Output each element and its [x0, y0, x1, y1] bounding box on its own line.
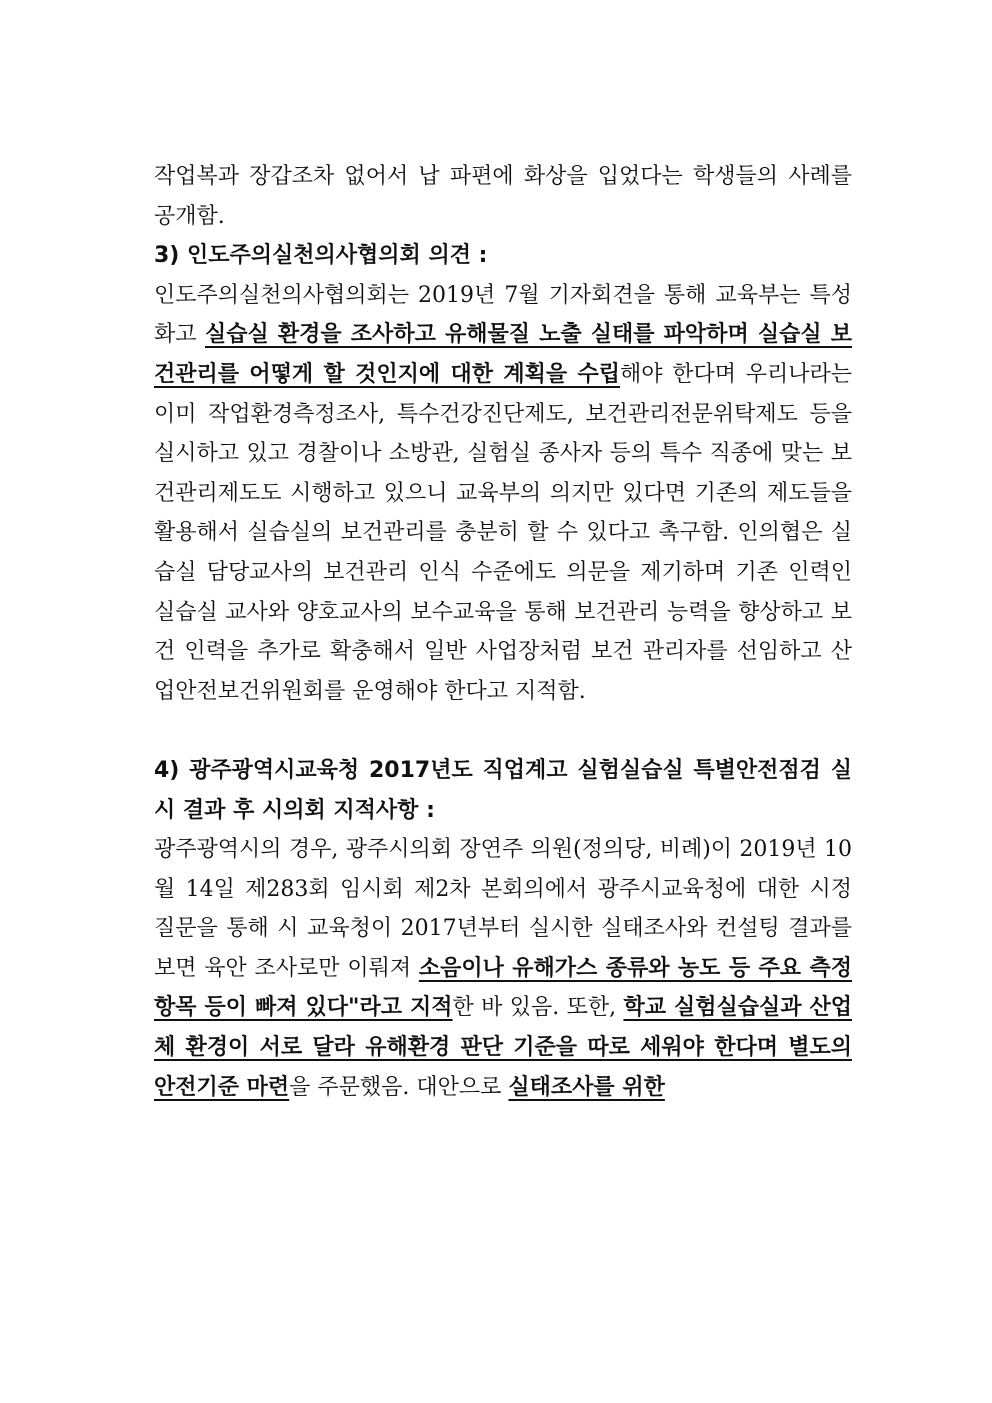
- section-4-paragraph: [154, 830, 852, 1107]
- section-4-heading: 4) 광주광역시교육청 2017년도 직업계고 실험실습실 특별안전점검 실시 결과 후 시의회 지적사항 :: [154, 757, 852, 823]
- section-3-paragraph: [154, 276, 852, 712]
- section-4-emphasis-2: 학교 실험실습실과 산업체 환경이 서로 달라 유해환경 판단 기준을 따로 세워야 한다며 별도의 안전기준 마련: [154, 995, 852, 1100]
- section-4-text-3: 을 주문했음. 대안으로: [289, 1074, 509, 1100]
- section-3-emphasis-1: 실습실 환경을 조사하고 유해물질 노출 실태를 파악하며 실습실 보건관리를 어떻게 할 것인지에 대한 계획을 수립: [154, 322, 852, 387]
- intro-text: 작업복과 장갑조차 없어서 납 파편에 화상을 입었다는 학생들의 사례를 공개함.: [154, 164, 852, 229]
- intro-paragraph: [154, 157, 852, 236]
- section-3-text-2: 해야 한다며 우리나라는 이미 작업환경측정조사, 특수건강진단제도, 보건관리전문위탁제도 등을 실시하고 있고 경찰이나 소방관, 실험실 종사자 등의 특수 직종에 맞는 보건관리제도도 시행하고 있으니 교육부의 의지만 있다면 기존의 제도들을 활용해서 실습실의 보건관리를 충분히 할 수 있다고 촉구함. 인의협은 실습실 담당교사의 보건관리 인식 수준에도 의문을 제기하며 기존 인력인 실습실 교사와 양호교사의 보수교육을 통해 보건관리 능력을 향상하고 보건 인력을 추가로 확충해서 일반 사업장처럼 보건 관리자를 선임하고 산업안전보건위원회를 운영해야 한다고 지적함.: [154, 361, 852, 704]
- section-4-emphasis-3: 실태조사를 위한: [508, 1074, 665, 1100]
- section-4-text-1: 광주광역시의 경우, 광주시의회 장연주 의원(정의당, 비례)이 2019년 10월 14일 제283회 임시회 제2차 본회의에서 광주시교육청에 대한 시정 질문을 통해 시 교육청이 2017년부터 실시한 실태조사와 컨설팅 결과를 보면 육안 조사로만 이뤄져: [154, 837, 852, 981]
- document-page: [154, 157, 852, 1107]
- section-4-emphasis-1: 소음이나 유해가스 종류와 농도 등 주요 측정 항목 등이 빠져 있다"라고 지적: [154, 955, 853, 1021]
- section-4-text-2: 한 바 있음. 또한,: [452, 995, 624, 1021]
- section-spacer: [154, 711, 852, 751]
- section-3-heading: 3) 인도주의실천의사협의회 의견 :: [154, 243, 488, 269]
- section-3-text-1: 인도주의실천의사협의회는 2019년 7월 기자회견을 통해 교육부는 특성화고: [154, 282, 852, 348]
